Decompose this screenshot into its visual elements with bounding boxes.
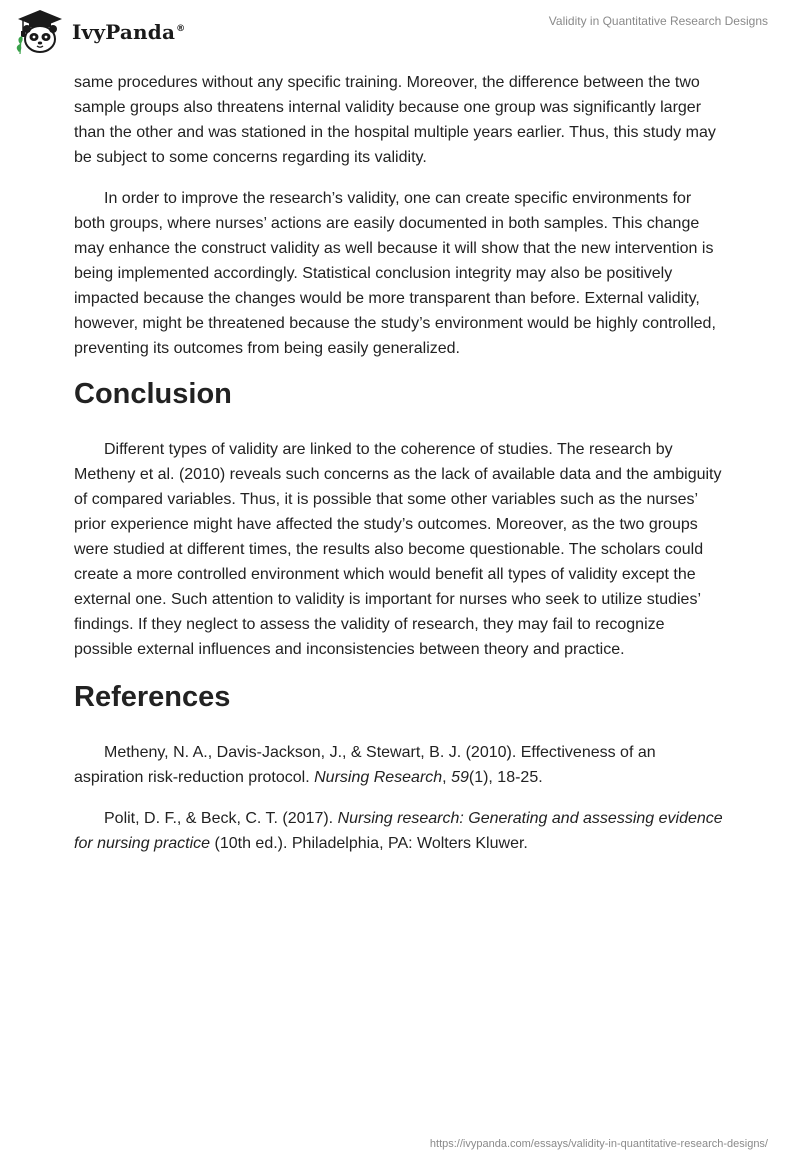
reference-volume: 59 xyxy=(451,769,469,786)
reference-text: Metheny, N. A., Davis-Jackson, J., & Stewart, B. J. (2010). Effectiveness of an aspiration risk-reduction protocol. xyxy=(74,744,656,786)
reference-text: (1), 18-25. xyxy=(468,769,543,786)
ivypanda-logo[interactable] xyxy=(14,8,185,56)
document-title: Validity in Quantitative Research Designs xyxy=(548,14,768,28)
reference-book-title: Nursing research: Generating and assessing evidence for nursing practice xyxy=(74,810,723,852)
references-heading: References xyxy=(74,681,231,713)
reference-journal: Nursing Research xyxy=(314,769,443,786)
reference-item-polit xyxy=(74,806,724,856)
reference-item-metheny xyxy=(74,740,724,790)
source-url[interactable]: https://ivypanda.com/essays/validity-in-quantitative-research-designs/ xyxy=(429,1138,768,1150)
page-header xyxy=(0,0,800,60)
conclusion-paragraph: Different types of validity are linked to the coherence of studies. The research by Metheny et al. (2010) reveals such concerns as the lack of available data and the ambiguity of compared variables. Thus, it is possible that some other variables such as the nurses’ prior experience might have affected the study’s outcomes. Moreover, as the two groups were studied at different times, the results also become questionable. The scholars could create a more controlled environment which would benefit all types of validity except the external one. Such attention to validity is important for nurses who seek to utilize studies’ findings. If they neglect to assess the validity of research, they may fail to recognize possible external influences and inconsistencies between theory and practice. xyxy=(74,441,722,658)
body-paragraph-1: same procedures without any specific training. Moreover, the difference between the two sample groups also threatens internal validity because one group was significantly larger than the other and was stationed in the hospital multiple years earlier. Thus, this study may be subject to some concerns regarding its validity. xyxy=(74,74,716,166)
brand-name: IvyPanda® xyxy=(72,20,186,44)
body-paragraph-2: In order to improve the research’s validity, one can create specific environments for both groups, where nurses’ actions are easily documented in both samples. This change may enhance the construct validity as well because it will show that the new intervention is being implemented accordingly. Statistical conclusion integrity may also be positively impacted because the changes would be more transparent than before. External validity, however, might be threatened because the study’s environment would be highly controlled, preventing its outcomes from being easily generalized. xyxy=(74,190,716,357)
registered-mark: ® xyxy=(176,24,186,35)
reference-text: (10th ed.). Philadelphia, PA: Wolters Kluwer. xyxy=(210,835,528,852)
reference-text: , xyxy=(442,769,452,786)
reference-text: Polit, D. F., & Beck, C. T. (2017). xyxy=(104,810,338,827)
conclusion-heading: Conclusion xyxy=(74,378,232,410)
essay-content xyxy=(74,70,724,872)
panda-graduate-icon xyxy=(14,8,66,56)
